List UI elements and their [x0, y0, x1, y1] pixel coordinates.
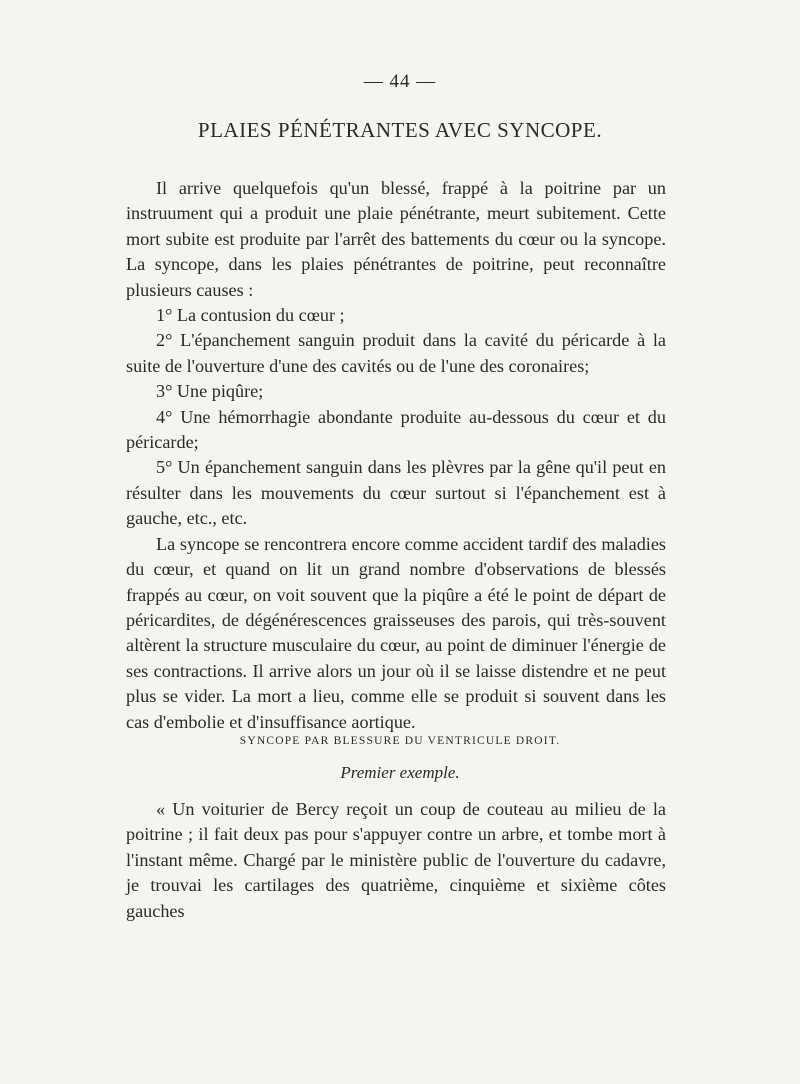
- paragraph: Il arrive quelquefois qu'un blessé, frappé à la poitrine par un instruument qui a produit une plaie pénétrante, meurt subitement. Cette mort subite est produite par l'arrêt des battements du cœur ou la syncope. La syncope, dans les plaies pénétrantes de poitrine, peut reconnaître plusieurs causes :: [126, 178, 666, 300]
- example-text: [126, 797, 666, 924]
- list-item: 4° Une hémorrhagie abondante produite au-dessous du cœur et du péricarde;: [126, 406, 666, 453]
- body-text: [126, 176, 666, 735]
- page-number: — 44 —: [363, 71, 437, 92]
- list-item: 3° Une piqûre;: [156, 381, 264, 402]
- section-heading: SYNCOPE PAR BLESSURE DU VENTRICULE DROIT.: [239, 735, 561, 747]
- paragraph: « Un voiturier de Bercy reçoit un coup de couteau au milieu de la poitrine ; il fait deux pas pour s'appuyer contre un arbre, et tombe mort à l'instant même. Chargé par le ministère public de l'ouverture du cadavre, je trouvai les cartilages des quatrième, cinquième et sixième côtes gauches: [126, 799, 666, 921]
- list-item: 1° La contusion du cœur ;: [156, 305, 345, 326]
- list-item: 2° L'épanchement sanguin produit dans la cavité du péricarde à la suite de l'ouverture d'une des cavités ou de l'une des coronaires;: [126, 330, 666, 376]
- section-subheading: Premier exemple.: [340, 763, 460, 782]
- chapter-title: PLAIES PÉNÉTRANTES AVEC SYNCOPE.: [197, 118, 603, 142]
- paragraph: La syncope se rencontrera encore comme accident tardif des maladies du cœur, et quand on lit un grand nombre d'observations de blessés frappés au cœur, on voit souvent que la piqûre a été le point de départ de péricardites, de dégénérescences graisseuses des parois, qui très-souvent altèrent la structure musculaire du cœur, au point de diminuer l'énergie de ses contractions. Il arrive alors un jour où il se laisse distendre et ne peut plus se vider. La mort a lieu, comme elle se produit si souvent dans les cas d'embolie et d'insuffisance aortique.: [126, 533, 666, 732]
- list-item: 5° Un épanchement sanguin dans les plèvres par la gêne qu'il peut en résulter dans les mouvements du cœur surtout si l'épanchement est à gauche, etc., etc.: [126, 457, 666, 529]
